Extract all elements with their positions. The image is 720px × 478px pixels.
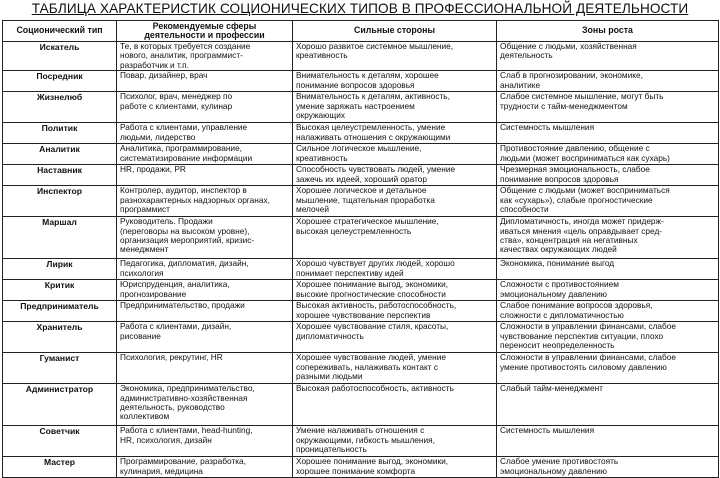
type-cell: Критик <box>3 280 117 301</box>
table-row <box>3 186 719 217</box>
table-row <box>3 165 719 186</box>
spheres-cell: Руководитель. Продажи (переговоры на высоком уровне), организация мероприятий, кризис- менеджмент <box>117 217 293 259</box>
growth-cell: Слабое умение противостоять эмоциональному давлению <box>497 457 719 478</box>
spheres-cell: Программирование, разработка, кулинария, медицина <box>117 457 293 478</box>
table-row <box>3 322 719 353</box>
strengths-cell: Способность чувствовать людей, умение зажечь их идеей, хороший оратор <box>293 165 497 186</box>
table-row <box>3 259 719 280</box>
strengths-cell: Высокая активность, работоспособность, хорошее чувствование перспектив <box>293 301 497 322</box>
spheres-cell: Экономика, предпринимательство, административно-хозяйственная деятельность, руководство коллективом <box>117 384 293 426</box>
type-cell: Инспектор <box>3 186 117 217</box>
type-cell: Маршал <box>3 217 117 259</box>
spheres-cell: Юриспруденция, аналитика, прогнозирование <box>117 280 293 301</box>
strengths-cell: Хорошо развитое системное мышление, креативность <box>293 42 497 71</box>
growth-cell: Дипломатичность, иногда может придерж- иваться мнения «цель оправдывает сред- ства», концентрация на негативных качествах окружающих людей <box>497 217 719 259</box>
strengths-cell: Хорошее понимание выгод, экономики, высокие прогностические способности <box>293 280 497 301</box>
spheres-cell: Аналитика, программирование, систематизирование информации <box>117 144 293 165</box>
spheres-cell: Психология, рекрутинг, HR <box>117 353 293 384</box>
type-cell: Администратор <box>3 384 117 426</box>
type-cell: Мастер <box>3 457 117 478</box>
strengths-cell: Хорошее стратегическое мышление, высокая целеустремленность <box>293 217 497 259</box>
table-row <box>3 71 719 92</box>
strengths-cell: Хорошее чувствование людей, умение сопереживать, налаживать контакт с разными людьми <box>293 353 497 384</box>
strengths-cell: Высокая работоспособность, активность <box>293 384 497 426</box>
table-row <box>3 384 719 426</box>
type-cell: Лирик <box>3 259 117 280</box>
strengths-cell: Хорошее понимание выгод, экономики, хорошее понимание комфорта <box>293 457 497 478</box>
spheres-cell: Повар, дизайнер, врач <box>117 71 293 92</box>
column-header-spheres: Рекомендуемые сферы деятельности и профессии <box>117 21 293 42</box>
spheres-cell: Педагогика, дипломатия, дизайн, психология <box>117 259 293 280</box>
strengths-cell: Умение налаживать отношения с окружающими, гибкость мышления, проницательность <box>293 426 497 457</box>
table-header-row <box>3 21 719 42</box>
table-row <box>3 42 719 71</box>
type-cell: Искатель <box>3 42 117 71</box>
table-row <box>3 217 719 259</box>
spheres-cell: Предпринимательство, продажи <box>117 301 293 322</box>
table-row <box>3 301 719 322</box>
growth-cell: Сложности в управлении финансами, слабое умение противостоять силовому давлению <box>497 353 719 384</box>
growth-cell: Экономика, понимание выгод <box>497 259 719 280</box>
spheres-cell: Работа с клиентами, управление людьми, лидерство <box>117 123 293 144</box>
growth-cell: Сложности в управлении финансами, слабое чувствование перспектив ситуации, плохо переносит неопределенность <box>497 322 719 353</box>
spheres-cell: HR, продажи, PR <box>117 165 293 186</box>
table-row <box>3 457 719 478</box>
table-row <box>3 92 719 123</box>
growth-cell: Системность мышления <box>497 426 719 457</box>
type-cell: Посредник <box>3 71 117 92</box>
socionics-table <box>2 20 719 478</box>
spheres-cell: Контролер, аудитор, инспектор в разнохарактерных надзорных органах, программист <box>117 186 293 217</box>
strengths-cell: Хорошо чувствует других людей, хорошо понимает перспективу идей <box>293 259 497 280</box>
strengths-cell: Хорошее чувствование стиля, красоты, дипломатичность <box>293 322 497 353</box>
strengths-cell: Внимательность к деталям, хорошее понимание вопросов здоровья <box>293 71 497 92</box>
table-row <box>3 123 719 144</box>
growth-cell: Противостояние давлению, общение с людьми (может восприниматься как сухарь) <box>497 144 719 165</box>
type-cell: Аналитик <box>3 144 117 165</box>
growth-cell: Слабое понимание вопросов здоровья, сложности с дипломатичностью <box>497 301 719 322</box>
spheres-cell: Те, в которых требуется создание нового, аналитик, программист- разработчик и т.п. <box>117 42 293 71</box>
growth-cell: Сложности с противостоянием эмоциональному давлению <box>497 280 719 301</box>
page-title: ТАБЛИЦА ХАРАКТЕРИСТИК СОЦИОНИЧЕСКИХ ТИПОВ В ПРОФЕССИОНАЛЬНОЙ ДЕЯТЕЛЬНОСТИ <box>31 1 689 16</box>
type-cell: Предприниматель <box>3 301 117 322</box>
strengths-cell: Высокая целеустремленность, умение налаживать отношения с окружающими <box>293 123 497 144</box>
growth-cell: Системность мышления <box>497 123 719 144</box>
type-cell: Жизнелюб <box>3 92 117 123</box>
strengths-cell: Внимательность к деталям, активность, умение заряжать настроением окружающих <box>293 92 497 123</box>
spheres-cell: Психолог, врач, менеджер по работе с клиентами, кулинар <box>117 92 293 123</box>
spheres-cell: Работа с клиентами, head-hunting, HR, психология, дизайн <box>117 426 293 457</box>
column-header-strengths: Сильные стороны <box>293 21 497 42</box>
growth-cell: Общение с людьми (может восприниматься как «сухарь»), слабые прогностические способности <box>497 186 719 217</box>
type-cell: Советчик <box>3 426 117 457</box>
type-cell: Политик <box>3 123 117 144</box>
growth-cell: Общение с людьми, хозяйственная деятельность <box>497 42 719 71</box>
table-row <box>3 280 719 301</box>
column-header-growth: Зоны роста <box>497 21 719 42</box>
table-row <box>3 353 719 384</box>
growth-cell: Слабое системное мышление, могут быть трудности с тайм-менеджментом <box>497 92 719 123</box>
spheres-cell: Работа с клиентами, дизайн, рисование <box>117 322 293 353</box>
type-cell: Гуманист <box>3 353 117 384</box>
type-cell: Хранитель <box>3 322 117 353</box>
table-row <box>3 426 719 457</box>
growth-cell: Слабый тайм-менеджмент <box>497 384 719 426</box>
growth-cell: Слаб в прогнозировании, экономике, аналитике <box>497 71 719 92</box>
column-header-type: Соционический тип <box>3 21 117 42</box>
growth-cell: Чрезмерная эмоциональность, слабое понимание вопросов здоровья <box>497 165 719 186</box>
type-cell: Наставник <box>3 165 117 186</box>
table-row <box>3 144 719 165</box>
strengths-cell: Хорошее логическое и детальное мышление, тщательная проработка мелочей <box>293 186 497 217</box>
strengths-cell: Сильное логическое мышление, креативность <box>293 144 497 165</box>
